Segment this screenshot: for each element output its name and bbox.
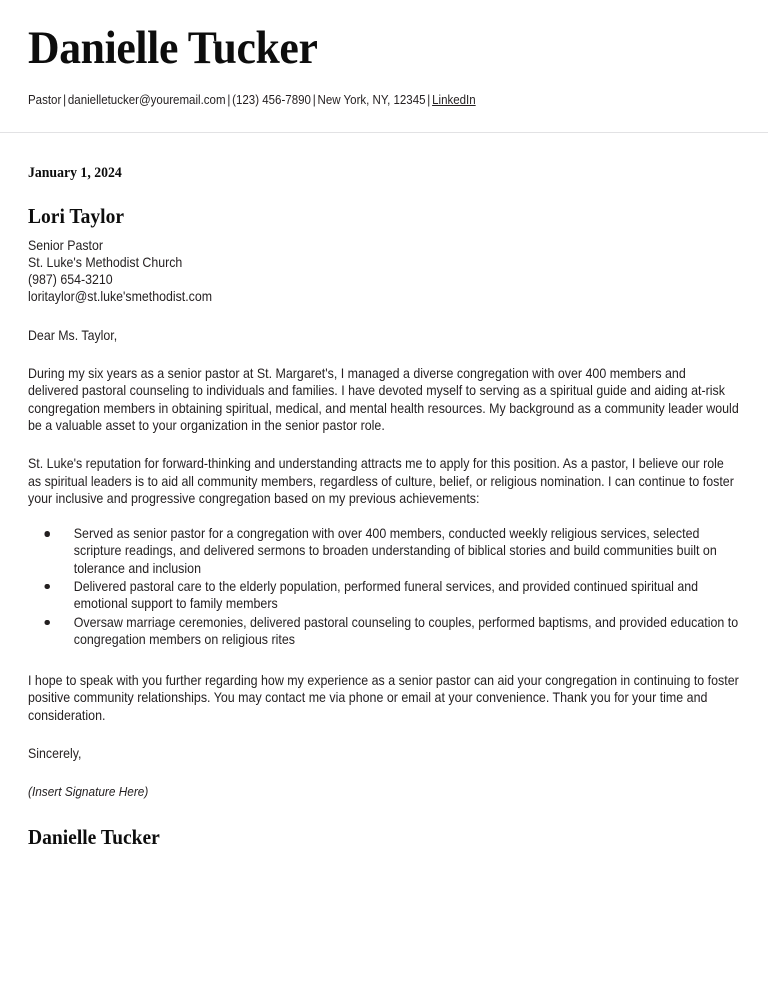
list-item-text: Oversaw marriage ceremonies, delivered pastoral counseling to couples, performed baptisms, and provided education to congregation members on religious rites	[73, 614, 739, 647]
header-divider	[0, 132, 768, 133]
list-item-text: Delivered pastoral care to the elderly population, performed funeral services, and provided continued spiritual and emotional support to family members	[73, 578, 699, 612]
list-item	[28, 525, 739, 577]
recipient-title: Senior Pastor	[28, 237, 103, 253]
contact-location: New York, NY, 12345	[317, 91, 426, 107]
salutation: Dear Ms. Taylor,	[28, 327, 118, 343]
recipient-organization: St. Luke's Methodist Church	[28, 254, 183, 270]
contact-separator-2: |	[227, 91, 231, 107]
bullet-icon	[44, 620, 49, 626]
contact-separator-3: |	[312, 91, 316, 107]
contact-phone: (123) 456-7890	[232, 91, 311, 107]
list-item	[28, 614, 739, 649]
linkedin-link[interactable]: LinkedIn	[432, 91, 476, 107]
recipient-name: Lori Taylor	[28, 204, 125, 229]
list-item-text: Served as senior pastor for a congregation with over 400 members, conducted weekly religious services, selected scripture readings, and delivered sermons to broaden understanding of biblical stories and build communities built on tolerance and inclusion	[73, 526, 717, 576]
list-item	[28, 578, 739, 613]
body-paragraph-3: I hope to speak with you further regarding how my experience as a senior pastor can aid your congregation in continuing to foster positive community relationships. You may contact me via phone or email at your convenience. Thank you for your time and consideration.	[28, 673, 739, 723]
achievements-list	[28, 525, 739, 648]
sign-off: Sincerely,	[28, 746, 82, 762]
page-title: Danielle Tucker	[28, 22, 318, 74]
bullet-icon	[44, 531, 49, 537]
contact-separator-4: |	[427, 91, 431, 107]
signature-placeholder: (Insert Signature Here)	[28, 784, 149, 800]
letter-date: January 1, 2024	[28, 165, 122, 182]
contact-role: Pastor	[28, 91, 62, 107]
signature-name: Danielle Tucker	[28, 824, 160, 849]
contact-email: danielletucker@youremail.com	[67, 91, 226, 107]
recipient-phone: (987) 654-3210	[28, 272, 113, 288]
bullet-icon	[44, 584, 49, 590]
letter-header	[0, 0, 768, 108]
body-paragraph-1: During my six years as a senior pastor at St. Margaret's, I managed a diverse congregation with over 400 members and delivered pastoral counseling to individuals and families. I have devoted myself to serving as a spiritual guide and aiding at-risk congregation members in obtaining spiritual, medical, and mental health resources. My background as a community leader would be a valuable asset to your organization in the senior pastor role.	[28, 366, 739, 433]
body-paragraph-2: St. Luke's reputation for forward-thinking and understanding attracts me to apply for this position. As a pastor, I believe our role as spiritual leaders is to aid all community members, regardless of culture, belief, or religious nomination. I can continue to foster your inclusive and progressive congregation based on my previous achievements:	[28, 456, 734, 506]
letter-body	[0, 165, 768, 848]
recipient-email: loritaylor@st.luke'smethodist.com	[28, 289, 213, 305]
contact-separator-1: |	[63, 91, 67, 107]
recipient-block	[28, 237, 676, 306]
contact-info-line	[28, 92, 669, 109]
